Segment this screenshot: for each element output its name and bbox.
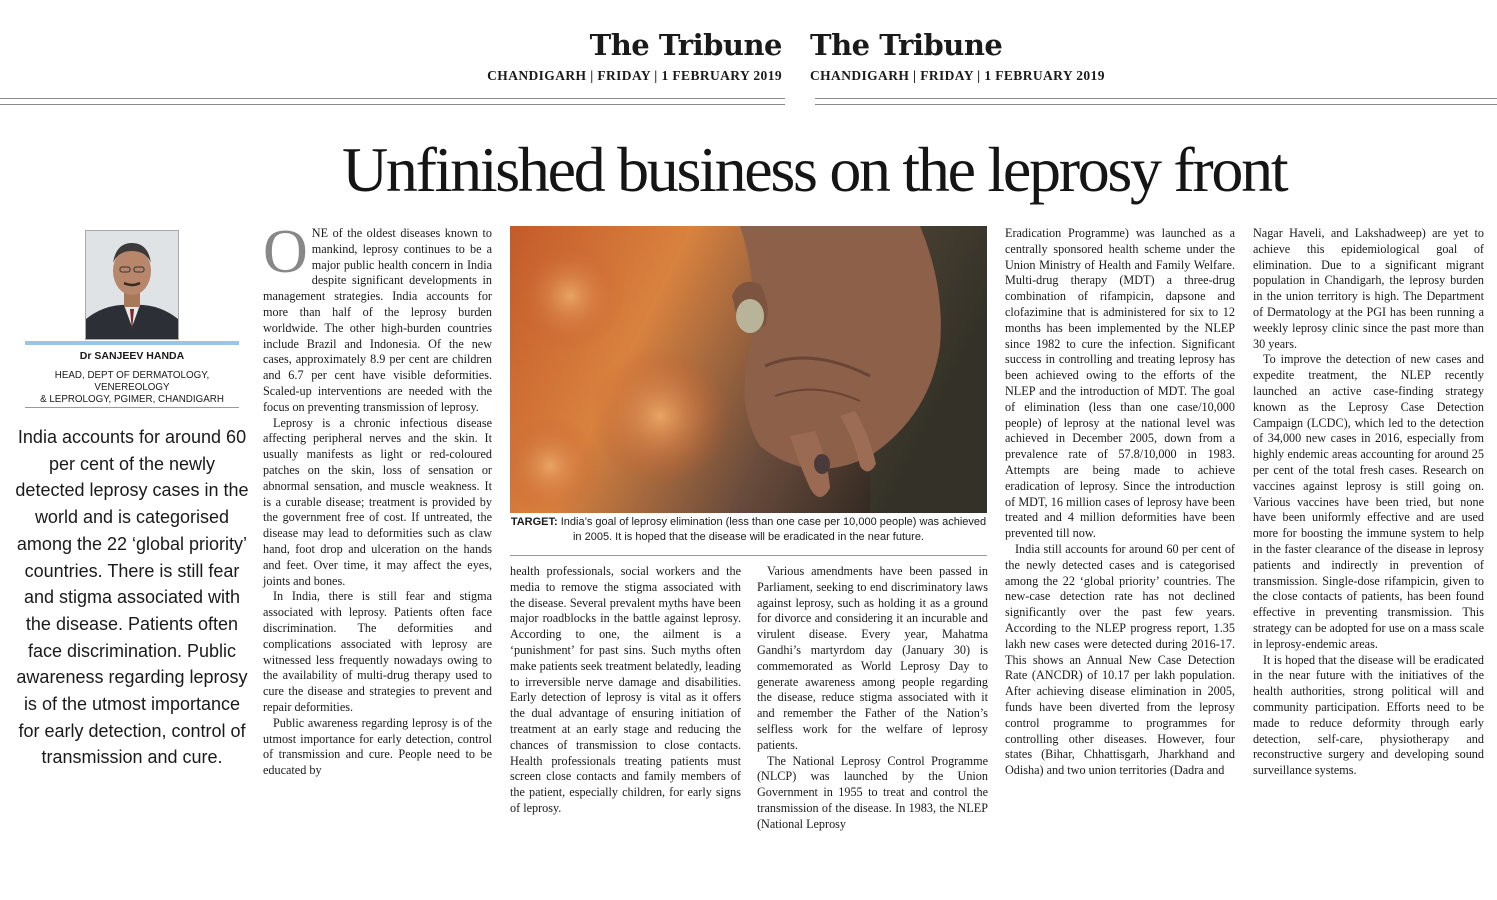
article-paragraph: It is hoped that the disease will be eradicated in the near future with the initiatives of the health authorities, strong political will and community participation. Efforts need to be made to reduce deformity through early detection, self-care, physiotherapy and reconstructive surgery and developing sound surveillance systems. — [1253, 652, 1484, 778]
dropcap: O — [263, 218, 308, 286]
newspaper-logo: The Tribune — [810, 28, 1003, 62]
photo-caption — [510, 515, 987, 545]
caption-label: TARGET: — [510, 516, 558, 528]
author-photo — [85, 230, 179, 340]
dateline: CHANDIGARH | FRIDAY | 1 FEBRUARY 2019 — [810, 68, 1105, 83]
masthead-left — [482, 28, 782, 84]
article-paragraph: Various amendments have been passed in Parliament, seeking to end discriminatory laws against leprosy, such as holding it as a ground for divorce and considering it an incurable and virulent disease. Every year, Mahatma Gandhi’s martyrdom day (January 30) is commemorated as World Leprosy Day to generate awareness among people regarding the disease, reduce stigma associated with it and remember the Father of the Nation’s selfless work for the welfare of leprosy patients. — [757, 564, 988, 752]
article-column-5 — [1253, 226, 1484, 779]
caption-text: India’s goal of leprosy elimination (less than one case per 10,000 people) was achieved in 2005. It is hoped that the disease will be eradicated in the near future. — [560, 516, 987, 543]
article-paragraph — [263, 218, 492, 416]
author-role — [20, 370, 244, 406]
article-paragraph-text: NE of the oldest diseases known to mankind, leprosy continues to be a major public health concern in India despite significant developments in management strategies. India accounts for more than half of the leprosy burden worldwide. The other high-burden countries include Brazil and Indonesia. Of the new cases, approximately 8.9 per cent are children and 6.7 per cent have visible deformities. Scaled-up interventions are needed with the focus on preventing transmission of leprosy. — [263, 226, 492, 414]
author-name: Dr SANJEEV HANDA — [79, 350, 185, 362]
article-paragraph: In India, there is still fear and stigma associated with leprosy. Patients often face discrimination. The deformities and complications associated with leprosy are witnessed less frequently nowadays owing to the availability of multi-drug therapy used to cure the disease and strategies to prevent and repair deformities. — [263, 589, 492, 714]
article-photo — [510, 226, 987, 513]
article-column-2 — [510, 564, 741, 817]
author-role-line: & LEPROLOGY, PGIMER, CHANDIGARH — [40, 394, 224, 405]
article-paragraph: India still accounts for around 60 per cent of the newly detected cases and is categorised among the 22 ‘global priority’ countries. The new-case detection rate has not declined significantly over the past few years. According to the NLEP progress report, 1.35 lakh new cases were detected during 2016-17. This shows an Annual New Case Detection Rate (ANCDR) of 10.17 per lakh population. After achieving disease elimination in 2005, funds have been diverted from the leprosy control programme to programmes for controlling other diseases. However, four states (Bihar, Chhattisgarh, Jharkhand and Odisha) and two union territories (Dadra and — [1005, 541, 1235, 778]
dateline: CHANDIGARH | FRIDAY | 1 FEBRUARY 2019 — [487, 68, 782, 83]
article-paragraph: Nagar Haveli, and Lakshadweep) are yet to achieve this epidemiological goal of elimination. Due to a significant migrant population in Chandigarh, the leprosy burden in the union territory is high. The Department of Dermatology at the PGI has been running a weekly leprosy clinic since the past more than 30 years. — [1253, 226, 1484, 351]
dateline-city: CHANDIGARH — [487, 68, 587, 83]
author-divider — [25, 407, 239, 408]
dateline-city: CHANDIGARH — [810, 68, 910, 83]
headline: Unfinished business on the leprosy front — [342, 134, 1287, 205]
author-role-line: HEAD, DEPT OF DERMATOLOGY, VENEREOLOGY — [54, 370, 210, 393]
dateline-date: 1 FEBRUARY 2019 — [661, 68, 782, 83]
newspaper-logo: The Tribune — [589, 28, 782, 62]
article-column-3 — [757, 564, 988, 833]
article-column-4 — [1005, 226, 1235, 779]
article-paragraph: Public awareness regarding leprosy is of the utmost importance for early detection, control of transmission and cure. People need to be educated by — [263, 715, 492, 778]
pull-quote: India accounts for around 60 per cent of the newly detected leprosy cases in the world and is categorised among the 22 ‘global priority’ countries. There is still fear and stigma associated with the disease. Patients often face discrimination. Public awareness regarding leprosy is of the utmost importance for early detection, control of transmission and cure. — [15, 427, 249, 768]
article-paragraph: Eradication Programme) was launched as a centrally sponsored health scheme under the Union Ministry of Health and Family Welfare. Multi-drug therapy (MDT) a three-drug combination of rifampicin, dapsone and clofazimine that is administered for six to 12 months has been implemented by the NLEP since 1982 to cure the infection. Significant success in controlling and treating leprosy has been achieved owing to the efforts of the NLEP and the introduction of MDT. The goal of elimination (less than one case/10,000 people) of leprosy at the national level was achieved in December 2005, down from a prevalence rate of 57.8/10,000 in 1983. Attempts are being made to achieve eradication of leprosy. Since the introduction of MDT, 16 million cases of leprosy have been treated and 4 million deformities have been prevented till now. — [1005, 226, 1235, 541]
dateline-day: FRIDAY — [920, 68, 974, 83]
article-paragraph: To improve the detection of new cases and expedite treatment, the NLEP recently launched an active case-finding strategy known as the Leprosy Case Detection Campaign (LCDC), which led to the detection of 34,000 new cases in 2016, especially from highly endemic areas accounting for around 25 per cent of the total fresh cases. Research on vaccines against leprosy is still going on. Various vaccines have been tried, but none have been uniformly effective and are used more for boosting the immune system to help in the faster clearance of the disease in leprosy patients and indirectly in prevention of transmission. Single-dose rifampicin, given to the close contacts of patients, has been found effective in preventing transmission. This strategy can be adopted for use on a mass scale in leprosy-endemic areas. — [1253, 352, 1484, 651]
masthead-rule-left — [0, 98, 785, 105]
article-paragraph: Leprosy is a chronic infectious disease affecting peripheral nerves and the skin. It usually manifests as light or red-coloured patches on the skin, loss of sensation or abnormal sensation, and muscle weakness. It is a curable disease; treatment is provided by the government free of cost. If untreated, the disease may lead to deformities such as claw hand, foot drop and ulceration on the hands and feet. Over time, it may affect the eyes, joints and bones. — [263, 415, 492, 588]
masthead-right — [810, 28, 1110, 84]
dateline-date: 1 FEBRUARY 2019 — [984, 68, 1105, 83]
author-accent-rule — [25, 341, 239, 345]
masthead-rule-right — [815, 98, 1497, 105]
caption-divider — [510, 555, 987, 556]
dateline-day: FRIDAY — [597, 68, 651, 83]
article-column-1 — [263, 218, 492, 779]
article-paragraph: health professionals, social workers and the media to remove the stigma associated with the disease. Several prevalent myths have been major roadblocks in the battle against leprosy. According to one, the ailment is a ‘punishment’ for past sins. Such myths often make patients seek treatment belatedly, leading to irreversible nerve damage and disabilities. Early detection of leprosy is vital as it offers the dual advantage of ensuring initiation of treatment at an early stage and reducing the chances of transmission to close contacts. Health professionals treating patients must screen close contacts and family members of the patient, especially children, for early signs of leprosy. — [510, 564, 741, 815]
article-paragraph: The National Leprosy Control Programme (NLCP) was launched by the Union Government in 1955 to treat and control the transmission of the disease. In 1983, the NLEP (National Leprosy — [757, 753, 988, 831]
